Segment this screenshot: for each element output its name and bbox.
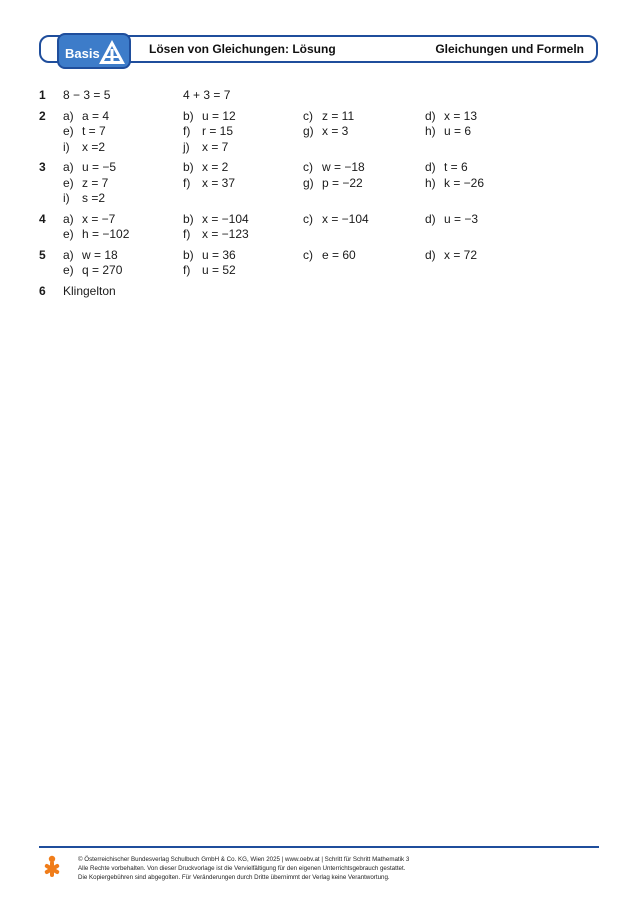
answer-value: s =2: [82, 191, 106, 205]
answer-row: [63, 212, 599, 228]
answer-item: [63, 109, 183, 125]
answer-label: f): [183, 227, 191, 241]
answer-value: h = −102: [82, 227, 130, 241]
answer-label: d): [425, 108, 436, 123]
answer-item: [303, 109, 425, 125]
answer-label: b): [183, 160, 194, 174]
answer-label: f): [183, 175, 191, 190]
answer-value: a = 4: [82, 108, 110, 123]
answer-label: b): [183, 108, 194, 123]
triangle-scale-icon: [97, 37, 127, 67]
answer-item: [63, 140, 183, 156]
task-number: 5: [39, 247, 46, 262]
answer-label: b): [183, 211, 194, 226]
answer-row: [63, 160, 599, 176]
task-1: [39, 88, 599, 104]
answer-value: u = −3: [444, 211, 479, 226]
answer-label: b): [183, 247, 194, 262]
task-number: 1: [39, 88, 46, 102]
answer-value: t = 7: [82, 124, 106, 138]
copyright-footer: [78, 855, 598, 882]
answer-item: [183, 227, 303, 243]
answer-label: c): [303, 211, 313, 226]
answer-row: [63, 88, 599, 104]
answer-item: [63, 212, 183, 228]
task-number: 2: [39, 108, 46, 123]
answer-item: [63, 284, 183, 300]
answer-label: c): [303, 160, 313, 174]
answer-item: [425, 176, 545, 192]
answer-label: g): [303, 124, 314, 138]
answer-label: d): [425, 211, 436, 226]
answer-item: [183, 248, 303, 264]
task-number: 6: [39, 283, 46, 298]
answer-value: 8 − 3 = 5: [63, 88, 111, 102]
answer-item: [63, 124, 183, 140]
answer-item: [425, 124, 545, 140]
answer-row: [63, 263, 599, 279]
answer-item: [425, 248, 545, 264]
task-2: [39, 109, 599, 156]
footer-line-3: Die Kopiergebühren sind abgegolten. Für Veränderungen durch Dritte übernimmt der Verlag keine Verantwortung.: [78, 874, 390, 881]
answer-item: [63, 263, 183, 279]
answer-label: e): [63, 227, 74, 241]
answer-value: x = 37: [202, 175, 236, 190]
answer-value: w = −18: [322, 160, 365, 174]
answer-label: i): [63, 139, 70, 154]
answer-value: p = −22: [322, 175, 363, 190]
answer-value: u = 12: [202, 108, 236, 123]
answer-label: c): [303, 108, 313, 123]
badge-label: Basis: [65, 46, 100, 61]
answer-row: [63, 284, 599, 300]
answer-value: r = 15: [202, 124, 234, 138]
answer-item: [303, 124, 425, 140]
answer-item: [425, 160, 545, 176]
answer-row: [63, 140, 599, 156]
answer-value: x = 2: [202, 160, 229, 174]
answer-value: x = 3: [322, 124, 349, 138]
task-number: 3: [39, 160, 46, 174]
answer-value: u = 36: [202, 247, 236, 262]
task-6: [39, 284, 599, 300]
answer-value: u = 6: [444, 124, 472, 138]
answer-label: c): [303, 247, 313, 262]
answer-value: t = 6: [444, 160, 468, 174]
task-5: [39, 248, 599, 279]
answer-value: w = 18: [82, 247, 118, 262]
solutions-list: [39, 88, 599, 304]
answer-label: h): [425, 124, 436, 138]
answer-value: Klingelton: [63, 283, 116, 298]
answer-item: [63, 88, 183, 104]
answer-item: [63, 191, 183, 207]
answer-value: z = 11: [322, 108, 355, 123]
answer-label: e): [63, 175, 74, 190]
answer-item: [183, 109, 303, 125]
topic-title: Gleichungen und Formeln: [435, 42, 584, 56]
oebv-star-icon: [38, 854, 66, 882]
answer-label: e): [63, 263, 74, 277]
answer-label: d): [425, 160, 436, 174]
footer-line-2: Alle Rechte vorbehalten. Von dieser Druckvorlage ist die Vervielfältigung für den eigenen Unterrichtsgebrauch gestattet.: [78, 865, 406, 872]
answer-value: x = −104: [322, 211, 369, 226]
answer-value: x = −7: [82, 211, 116, 226]
page-header: [39, 35, 598, 63]
answer-item: [183, 160, 303, 176]
answer-label: a): [63, 108, 74, 123]
answer-item: [63, 160, 183, 176]
answer-label: a): [63, 160, 74, 174]
answer-value: x =2: [82, 139, 106, 154]
answer-value: z = 7: [82, 175, 109, 190]
task-answers: [63, 160, 599, 207]
task-answers: [63, 88, 599, 104]
answer-item: [303, 248, 425, 264]
answer-value: q = 270: [82, 263, 123, 277]
answer-item: [183, 88, 303, 104]
answer-item: [183, 176, 303, 192]
footer-divider: [39, 846, 599, 848]
answer-item: [303, 160, 425, 176]
answer-value: u = −5: [82, 160, 117, 174]
answer-label: g): [303, 175, 314, 190]
answer-item: [63, 227, 183, 243]
answer-label: a): [63, 211, 74, 226]
answer-item: [425, 109, 545, 125]
answer-value: k = −26: [444, 175, 485, 190]
task-4: [39, 212, 599, 243]
answer-row: [63, 248, 599, 264]
answer-label: i): [63, 191, 70, 205]
answer-value: x = −104: [202, 211, 249, 226]
answer-item: [425, 212, 545, 228]
task-answers: [63, 109, 599, 156]
answer-label: j): [183, 139, 190, 154]
answer-label: f): [183, 263, 191, 277]
answer-label: f): [183, 124, 191, 138]
task-number: 4: [39, 211, 46, 226]
answer-value: x = 72: [444, 247, 478, 262]
answer-label: d): [425, 247, 436, 262]
answer-value: x = 7: [202, 139, 229, 154]
answer-row: [63, 227, 599, 243]
page-title: Lösen von Gleichungen: Lösung: [149, 42, 336, 56]
task-answers: [63, 212, 599, 243]
answer-item: [183, 212, 303, 228]
answer-label: a): [63, 247, 74, 262]
answer-row: [63, 124, 599, 140]
task-answers: [63, 248, 599, 279]
answer-label: e): [63, 124, 74, 138]
answer-item: [183, 124, 303, 140]
answer-value: x = −123: [202, 227, 249, 241]
task-3: [39, 160, 599, 207]
footer-line-1: © Österreichischer Bundesverlag Schulbuch GmbH & Co. KG, Wien 2025 | www.oebv.at | Schritt für Schritt Mathematik 3: [78, 856, 410, 863]
answer-item: [303, 212, 425, 228]
level-badge: [57, 33, 131, 69]
answer-value: e = 60: [322, 247, 356, 262]
answer-item: [63, 176, 183, 192]
task-answers: [63, 284, 599, 300]
answer-value: x = 13: [444, 108, 478, 123]
answer-row: [63, 176, 599, 192]
answer-value: 4 + 3 = 7: [183, 88, 231, 102]
answer-item: [63, 248, 183, 264]
answer-row: [63, 109, 599, 125]
answer-item: [183, 140, 303, 156]
answer-row: [63, 191, 599, 207]
answer-item: [183, 263, 303, 279]
answer-item: [303, 176, 425, 192]
answer-label: h): [425, 175, 436, 190]
answer-value: u = 52: [202, 263, 236, 277]
